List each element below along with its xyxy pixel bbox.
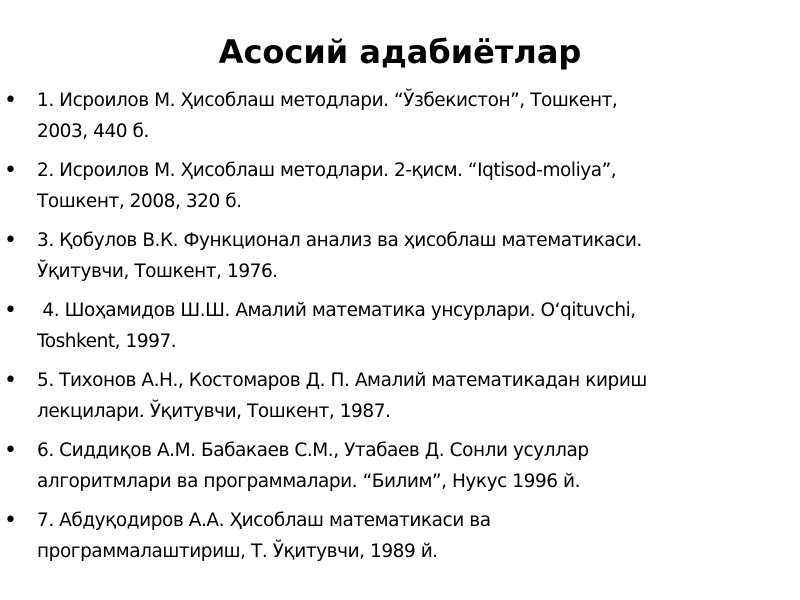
bullet-icon: • [4, 158, 17, 183]
list-item [0, 295, 800, 357]
list-item [0, 505, 800, 567]
bullet-icon: • [4, 228, 17, 253]
reference-text-line: лекцилари. Ўқитувчи, Тошкент, 1987. [37, 401, 391, 422]
reference-text-line: 1. Исроилов М. Ҳисоблаш методлари. “Ўзбекистон”, Тошкент, [37, 90, 618, 111]
bullet-icon: • [4, 88, 17, 113]
reference-text-line: программалаштириш, Т. Ўқитувчи, 1989 й. [37, 541, 438, 562]
bullet-icon: • [4, 508, 17, 533]
reference-text-line: Toshkent, 1997. [37, 331, 177, 352]
reference-text-line: 3. Қобулов В.К. Функционал анализ ва ҳисоблаш математикаси. [37, 230, 642, 251]
bullet-icon: • [4, 368, 17, 393]
reference-text-line: 6. Сиддиқов А.М. Бабакаев С.М., Утабаев Д. Сонли усуллар [37, 440, 589, 461]
list-item [0, 365, 800, 427]
reference-text-line: 2. Исроилов М. Ҳисоблаш методлари. 2-қисм. “Iqtisod-moliya”, [37, 160, 617, 181]
bullet-icon: • [4, 298, 17, 323]
bullet-icon: • [4, 438, 17, 463]
list-item [0, 85, 800, 147]
list-item [0, 435, 800, 497]
list-item [0, 155, 800, 217]
reference-text-line: 7. Абдуқодиров А.А. Ҳисоблаш математикаси ва [37, 510, 491, 531]
reference-text-line: Тошкент, 2008, 320 б. [37, 191, 242, 212]
reference-text-line: алгоритмлари ва программалари. “Билим”, Нукус 1996 й. [37, 471, 581, 492]
reference-text-line: 4. Шоҳамидов Ш.Ш. Амалий математика унсурлари. O‘qituvchi, [37, 300, 636, 321]
slide-title: Асосий адабиётлар [218, 33, 582, 71]
list-item [0, 225, 800, 287]
reference-list [0, 85, 800, 575]
reference-text-line: Ўқитувчи, Тошкент, 1976. [37, 261, 278, 282]
reference-text-line: 2003, 440 б. [37, 121, 149, 142]
reference-text-line: 5. Тихонов А.Н., Костомаров Д. П. Амалий математикадан кириш [37, 370, 647, 391]
